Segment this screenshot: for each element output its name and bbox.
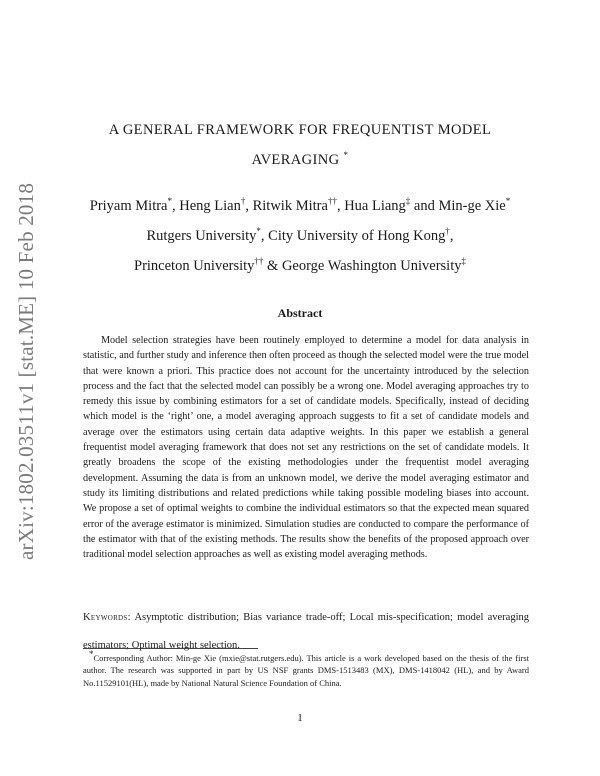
arxiv-identifier-stamp: arXiv:1802.03511v1 [stat.ME] 10 Feb 2018 xyxy=(14,182,38,560)
affiliation-list-line-2 xyxy=(60,258,540,275)
author-separator: , xyxy=(172,198,180,214)
keywords-label: Keywords: xyxy=(83,612,131,623)
abstract-text: Model selection strategies have been routinely employed to determine a model for data analysis in statistic, and further study and inference then often proceed as though the selected model were the true model that were known a priori. This practice does not account for the uncertainty introduced by the selection process and the fact that the selected model can possibly be a wrong one. Model averaging approaches try to remedy this issue by combining estimators for a set of candidate models. Specifically, instead of deciding which model is the ‘right’ one, a model averaging approach suggests to fit a set of candidate models and average over the estimators using certain data adaptive weights. In this paper we establish a general frequentist model averaging framework that does not set any restrictions on the set of candidate models. It greatly broadens the scope of the existing methodologies under the frequentist model averaging development. Assuming the data is from an unknown model, we derive the model averaging estimator and study its limiting distributions and related predictions while taking possible modeling biases into account. We propose a set of optimal weights to combine the individual estimators so that the expected mean squared error of the average estimator is minimized. Simulation studies are conducted to compare the performance of the estimator with that of the existing methods. The results show the benefits of the proposed approach over traditional model selection approaches as well as existing model averaging methods. xyxy=(83,335,529,561)
footnote-mark: * xyxy=(89,649,94,660)
footnote-divider xyxy=(83,648,258,649)
paper-title-line-1: A GENERAL FRAMEWORK FOR FREQUENTIST MODEL xyxy=(108,122,492,138)
affiliation-mark: †† xyxy=(327,196,337,207)
affiliation-name: Rutgers University xyxy=(146,228,257,244)
affiliation-mark: * xyxy=(167,196,172,207)
paper-title-line-2 xyxy=(80,152,520,169)
author-name: Priyam Mitra xyxy=(89,198,168,214)
author-separator: and xyxy=(410,198,439,214)
affiliation-separator: , xyxy=(260,228,269,244)
footnote xyxy=(83,649,529,689)
paper-title-word: AVERAGING xyxy=(251,152,340,168)
abstract-heading: Abstract xyxy=(277,306,323,320)
affiliation-mark: * xyxy=(256,226,261,237)
affiliation-mark: * xyxy=(505,196,511,207)
page-number: 1 xyxy=(297,712,303,724)
author-name: Min-ge Xie xyxy=(438,198,506,214)
author-name: Heng Lian xyxy=(179,198,241,214)
author-name: Hua Liang xyxy=(344,198,406,214)
affiliation-list-line-1 xyxy=(60,228,540,245)
affiliation-separator: , xyxy=(449,228,454,244)
author-list xyxy=(60,198,540,215)
affiliation-separator: & xyxy=(263,258,282,274)
title-footnote-mark: * xyxy=(343,150,349,161)
affiliation-name: Princeton University xyxy=(134,258,255,274)
author-separator: , xyxy=(245,198,253,214)
footnote-text: Corresponding Author: Min-ge Xie (mxie@stat.rutgers.edu). This article is a work developed based on the thesis of the first author. The research was supported in part by US NSF grants DMS-1513483 (MX), DMS-1418042 (HL), and by Award No.11529101(HL), made by National Natural Science Foundation of China. xyxy=(83,653,529,688)
affiliation-mark: ‡ xyxy=(461,256,466,267)
affiliation-mark: † xyxy=(445,226,450,237)
author-name: Ritwik Mitra xyxy=(252,198,328,214)
affiliation-mark: ‡ xyxy=(405,196,411,207)
keywords-text: Asymptotic distribution; Bias variance trade-off; Local mis-specification; model averaging estimators; Optimal weight selection. xyxy=(83,612,530,651)
affiliation-mark: † xyxy=(240,196,246,207)
affiliation-name: City University of Hong Kong xyxy=(268,228,446,244)
author-separator: , xyxy=(336,198,345,214)
affiliation-name: George Washington University xyxy=(281,258,462,274)
affiliation-mark: †† xyxy=(254,256,264,267)
